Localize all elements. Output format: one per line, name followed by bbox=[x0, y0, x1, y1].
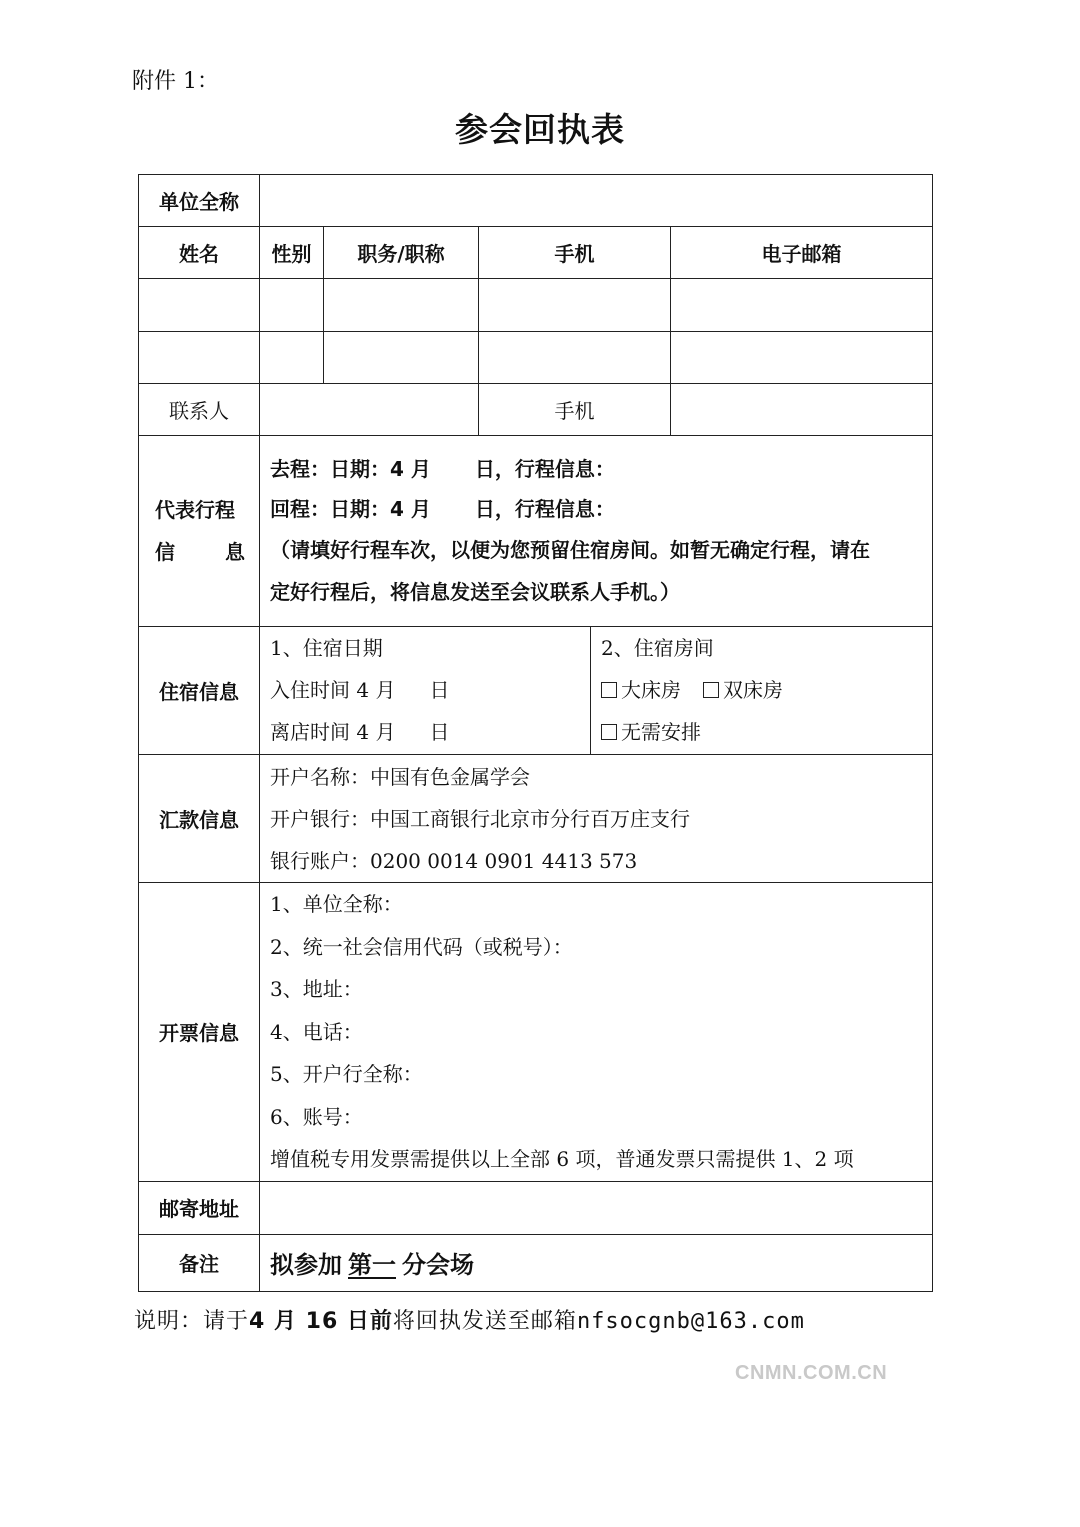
checkin-line[interactable] bbox=[270, 669, 590, 711]
invoice-item: 5、开户行全称： bbox=[270, 1062, 423, 1086]
itinerary-label-char-a: 信 bbox=[155, 540, 175, 564]
contact-row bbox=[139, 384, 933, 436]
checkin-day-unit: 日 bbox=[429, 678, 450, 702]
outbound-line bbox=[270, 449, 932, 489]
itinerary-label bbox=[139, 436, 260, 627]
contact-mobile-field[interactable] bbox=[671, 384, 933, 436]
attachment-label: 附件 1： bbox=[132, 69, 219, 94]
attendee-email-field[interactable] bbox=[671, 332, 933, 384]
footer-prefix: 说明：请于 bbox=[134, 1309, 250, 1334]
mailing-address-row bbox=[139, 1181, 933, 1234]
lodging-dates bbox=[260, 627, 591, 754]
page-title: 参会回执表 bbox=[455, 110, 625, 149]
return-line bbox=[270, 489, 932, 529]
attendee-gender-field[interactable] bbox=[260, 332, 324, 384]
footer-deadline: 4 月 16 日前 bbox=[249, 1309, 393, 1334]
header-position: 职务/职称 bbox=[324, 227, 479, 279]
remarks-prefix: 拟参加 bbox=[270, 1251, 342, 1279]
checkout-line[interactable] bbox=[270, 711, 590, 753]
attendee-name-field[interactable] bbox=[139, 279, 260, 332]
header-name: 姓名 bbox=[139, 227, 260, 279]
footer-note bbox=[134, 1304, 805, 1335]
receipt-form-table bbox=[138, 174, 933, 1292]
header-gender: 性别 bbox=[260, 227, 324, 279]
no-room-option[interactable] bbox=[601, 720, 701, 744]
contact-name-field[interactable] bbox=[260, 384, 479, 436]
attendee-row bbox=[139, 279, 933, 332]
king-bed-checkbox[interactable] bbox=[601, 682, 617, 698]
twin-bed-checkbox[interactable] bbox=[703, 682, 719, 698]
return-info-label: 日，行程信息： bbox=[474, 497, 615, 521]
outbound-info-label: 日，行程信息： bbox=[474, 457, 615, 481]
attendee-header-row bbox=[139, 227, 933, 279]
contact-mobile-label: 手机 bbox=[479, 384, 671, 436]
footer-middle: 将回执发送至邮箱 bbox=[392, 1309, 577, 1334]
lodging-dates-title: 1、住宿日期 bbox=[270, 636, 383, 660]
king-bed-option[interactable] bbox=[601, 678, 681, 702]
mailing-address-field[interactable] bbox=[260, 1181, 933, 1234]
attendee-position-field[interactable] bbox=[324, 279, 479, 332]
itinerary-row bbox=[139, 436, 933, 627]
attendee-email-field[interactable] bbox=[671, 279, 933, 332]
lodging-room bbox=[591, 627, 932, 754]
account-number: 银行账户：0200 0014 0901 4413 573 bbox=[270, 848, 638, 873]
account-name: 开户名称：中国有色金属学会 bbox=[270, 764, 530, 789]
invoice-item: 6、账号： bbox=[270, 1104, 363, 1129]
room-options-line2 bbox=[601, 711, 932, 753]
invoice-item: 3、地址： bbox=[270, 977, 363, 1001]
remittance-row bbox=[139, 755, 933, 883]
remarks-label: 备注 bbox=[139, 1234, 260, 1291]
attendee-mobile-field[interactable] bbox=[479, 279, 671, 332]
checkout-label: 离店时间 4 月 bbox=[270, 720, 396, 744]
twin-bed-option[interactable] bbox=[703, 678, 783, 702]
itinerary-label-line2 bbox=[155, 531, 259, 573]
unit-name-row bbox=[139, 175, 933, 227]
outbound-date-label: 去程：日期：4 月 bbox=[270, 457, 431, 481]
unit-full-name-field[interactable] bbox=[260, 175, 933, 227]
remarks-suffix: 分会场 bbox=[402, 1251, 474, 1279]
remittance-label: 汇款信息 bbox=[139, 755, 260, 883]
mailing-address-label: 邮寄地址 bbox=[139, 1181, 260, 1234]
remittance-info bbox=[260, 755, 933, 883]
attendee-row bbox=[139, 332, 933, 384]
remarks-row bbox=[139, 1234, 933, 1291]
invoice-item: 4、电话： bbox=[270, 1019, 363, 1044]
remarks-field[interactable] bbox=[260, 1234, 933, 1291]
return-date-label: 回程：日期：4 月 bbox=[270, 497, 431, 521]
remarks-venue[interactable]: 第一 bbox=[348, 1251, 396, 1279]
lodging-room-title: 2、住宿房间 bbox=[601, 636, 714, 660]
invoice-item: 2、统一社会信用代码（或税号）： bbox=[270, 934, 573, 959]
itinerary-note-line1: （请填好行程车次，以便为您预留住宿房间。如暂无确定行程，请在 bbox=[270, 538, 870, 562]
contact-label: 联系人 bbox=[139, 384, 260, 436]
no-room-checkbox[interactable] bbox=[601, 724, 617, 740]
lodging-cell bbox=[260, 627, 933, 755]
checkout-day-unit: 日 bbox=[429, 720, 450, 744]
itinerary-field[interactable] bbox=[260, 436, 933, 627]
watermark: CNMN.COM.CN bbox=[735, 1362, 888, 1384]
invoice-label: 开票信息 bbox=[139, 883, 260, 1182]
lodging-label: 住宿信息 bbox=[139, 627, 260, 755]
attendee-gender-field[interactable] bbox=[260, 279, 324, 332]
itinerary-label-line1: 代表行程 bbox=[155, 498, 235, 522]
attendee-position-field[interactable] bbox=[324, 332, 479, 384]
lodging-row bbox=[139, 627, 933, 755]
room-options-line1 bbox=[601, 669, 932, 711]
unit-full-name-label: 单位全称 bbox=[139, 175, 260, 227]
no-room-label: 无需安排 bbox=[621, 720, 701, 744]
invoice-row bbox=[139, 883, 933, 1182]
itinerary-note-line2: 定好行程后，将信息发送至会议联系人手机。） bbox=[270, 580, 680, 604]
bank-name: 开户银行：中国工商银行北京市分行百万庄支行 bbox=[270, 806, 690, 831]
attendee-mobile-field[interactable] bbox=[479, 332, 671, 384]
footer-email: nfsocgnb@163.com bbox=[576, 1309, 805, 1334]
twin-bed-label: 双床房 bbox=[723, 678, 783, 702]
invoice-note: 增值税专用发票需提供以上全部 6 项，普通发票只需提供 1、2 项 bbox=[270, 1147, 854, 1171]
header-mobile: 手机 bbox=[479, 227, 671, 279]
checkin-label: 入住时间 4 月 bbox=[270, 678, 396, 702]
header-email: 电子邮箱 bbox=[671, 227, 933, 279]
attendee-name-field[interactable] bbox=[139, 332, 260, 384]
king-bed-label: 大床房 bbox=[621, 678, 681, 702]
invoice-field[interactable] bbox=[260, 883, 933, 1182]
invoice-item: 1、单位全称： bbox=[270, 892, 403, 916]
itinerary-label-char-b: 息 bbox=[225, 540, 245, 564]
